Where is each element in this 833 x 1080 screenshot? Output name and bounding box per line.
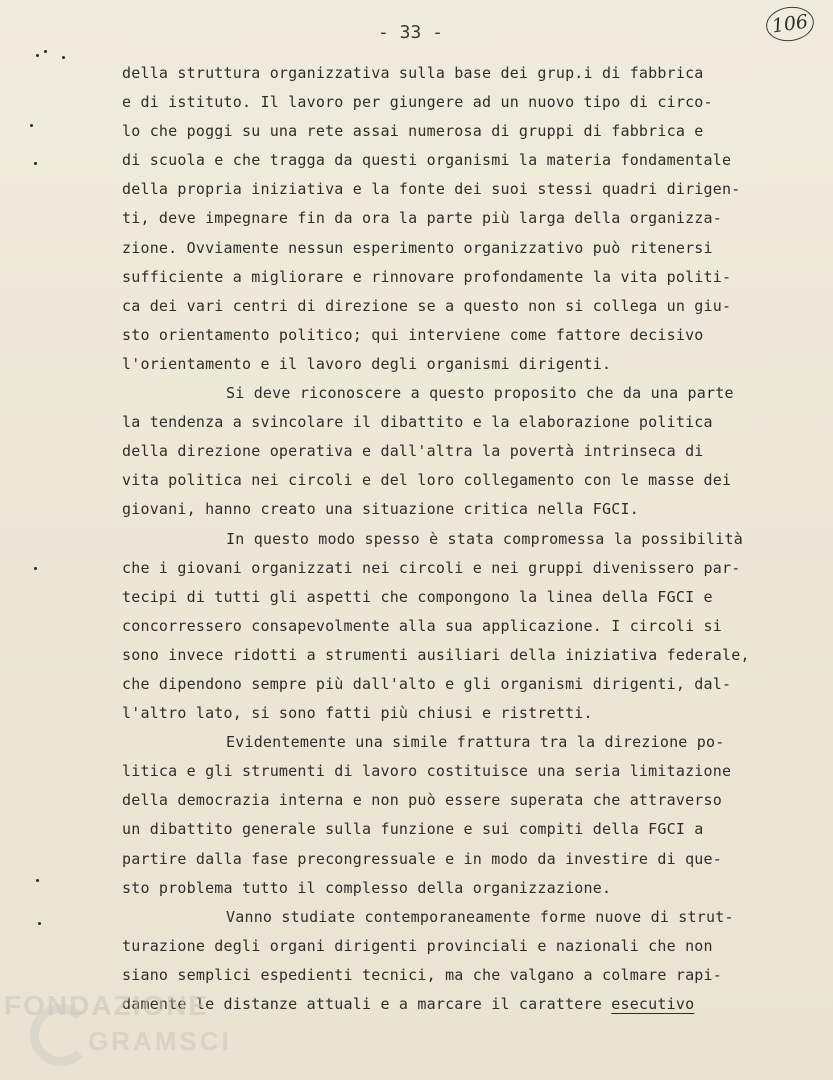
- typewritten-body: [122, 59, 822, 1019]
- margin-mark: [38, 922, 41, 925]
- text-line: ca dei vari centri di direzione se a questo non si collega un giu-: [122, 296, 732, 315]
- text-line: sufficiente a migliorare e rinnovare profondamente la vita politi-: [122, 267, 732, 286]
- margin-mark: [30, 124, 33, 127]
- text-line: giovani, hanno creato una situazione critica nella FGCI.: [122, 500, 639, 519]
- text-line: lo che poggi su una rete assai numerosa di gruppi di fabbrica e: [122, 122, 704, 141]
- text-line: sono invece ridotti a strumenti ausiliari della iniziativa federale,: [122, 645, 750, 664]
- watermark-line2: GRAMSCI: [88, 1026, 232, 1056]
- text-line: della propria iniziativa e la fonte dei suoi stessi quadri dirigen-: [122, 180, 741, 199]
- text-line: siano semplici espedienti tecnici, ma che valgano a colmare rapi-: [122, 965, 722, 984]
- text-line: che dipendono sempre più dall'alto e gli organismi dirigenti, dal-: [122, 674, 732, 693]
- text-line: della struttura organizzativa sulla base dei grup.i di fabbrica: [122, 64, 704, 82]
- underlined-word: esecutivo: [611, 995, 695, 1013]
- text-line: litica e gli strumenti di lavoro costituisce una seria limitazione: [122, 762, 732, 781]
- margin-mark: [34, 162, 37, 165]
- text-line: Si deve riconoscere a questo proposito che da una parte: [226, 384, 734, 403]
- text-line: e di istituto. Il lavoro per giungere ad un nuovo tipo di circo-: [122, 93, 713, 112]
- text-line-last: [122, 990, 822, 1019]
- text-line: sto orientamento politico; qui interviene come fattore decisivo: [122, 325, 704, 344]
- last-line-text: damente le distanze attuali e a marcare il carattere: [122, 995, 612, 1013]
- text-line: concorressero consapevolmente alla sua applicazione. I circoli si: [122, 616, 722, 635]
- margin-mark: [36, 54, 39, 57]
- page-number: - 33 -: [378, 22, 444, 43]
- text-line: partire dalla fase precongressuale e in modo da investire di que-: [122, 849, 722, 868]
- text-line: l'altro lato, si sono fatti più chiusi e ristretti.: [122, 704, 593, 723]
- text-line: vita politica nei circoli e del loro collegamento con le masse dei: [122, 471, 732, 490]
- text-line: un dibattito generale sulla funzione e sui compiti della FGCI a: [122, 820, 704, 839]
- margin-mark: [44, 50, 47, 53]
- text-line: ti, deve impegnare fin da ora la parte più larga della organizza-: [122, 209, 722, 228]
- watermark-line1: FONDAZIONE: [4, 990, 210, 1021]
- text-line: turazione degli organi dirigenti provinciali e nazionali che non: [122, 936, 713, 955]
- text-line: che i giovani organizzati nei circoli e nei gruppi divenissero par-: [122, 558, 741, 577]
- text-line: Evidentemente una simile frattura tra la direzione po-: [226, 733, 725, 752]
- margin-mark: [36, 879, 39, 882]
- text-line: sto problema tutto il complesso della organizzazione.: [122, 878, 612, 897]
- text-line: di scuola e che tragga da questi organismi la materia fondamentale: [122, 151, 732, 170]
- archive-number-stamp: 106: [764, 4, 816, 44]
- text-line: della democrazia interna e non può essere superata che attraverso: [122, 791, 722, 810]
- text-line: l'orientamento e il lavoro degli organismi dirigenti.: [122, 354, 612, 373]
- text-line: della direzione operativa e dall'altra la povertà intrinseca di: [122, 442, 704, 461]
- text-line: Vanno studiate contemporaneamente forme nuove di strut-: [226, 907, 734, 926]
- text-line: la tendenza a svincolare il dibattito e la elaborazione politica: [122, 413, 713, 432]
- margin-mark: [34, 567, 37, 570]
- text-line: In questo modo spesso è stata compromessa la possibilità: [226, 529, 743, 548]
- text-line: tecipi di tutti gli aspetti che compongono la linea della FGCI e: [122, 587, 713, 606]
- margin-mark: [62, 56, 65, 59]
- text-line: zione. Ovviamente nessun esperimento organizzativo può ritenersi: [122, 238, 713, 257]
- watermark-logo-icon: [30, 1004, 92, 1066]
